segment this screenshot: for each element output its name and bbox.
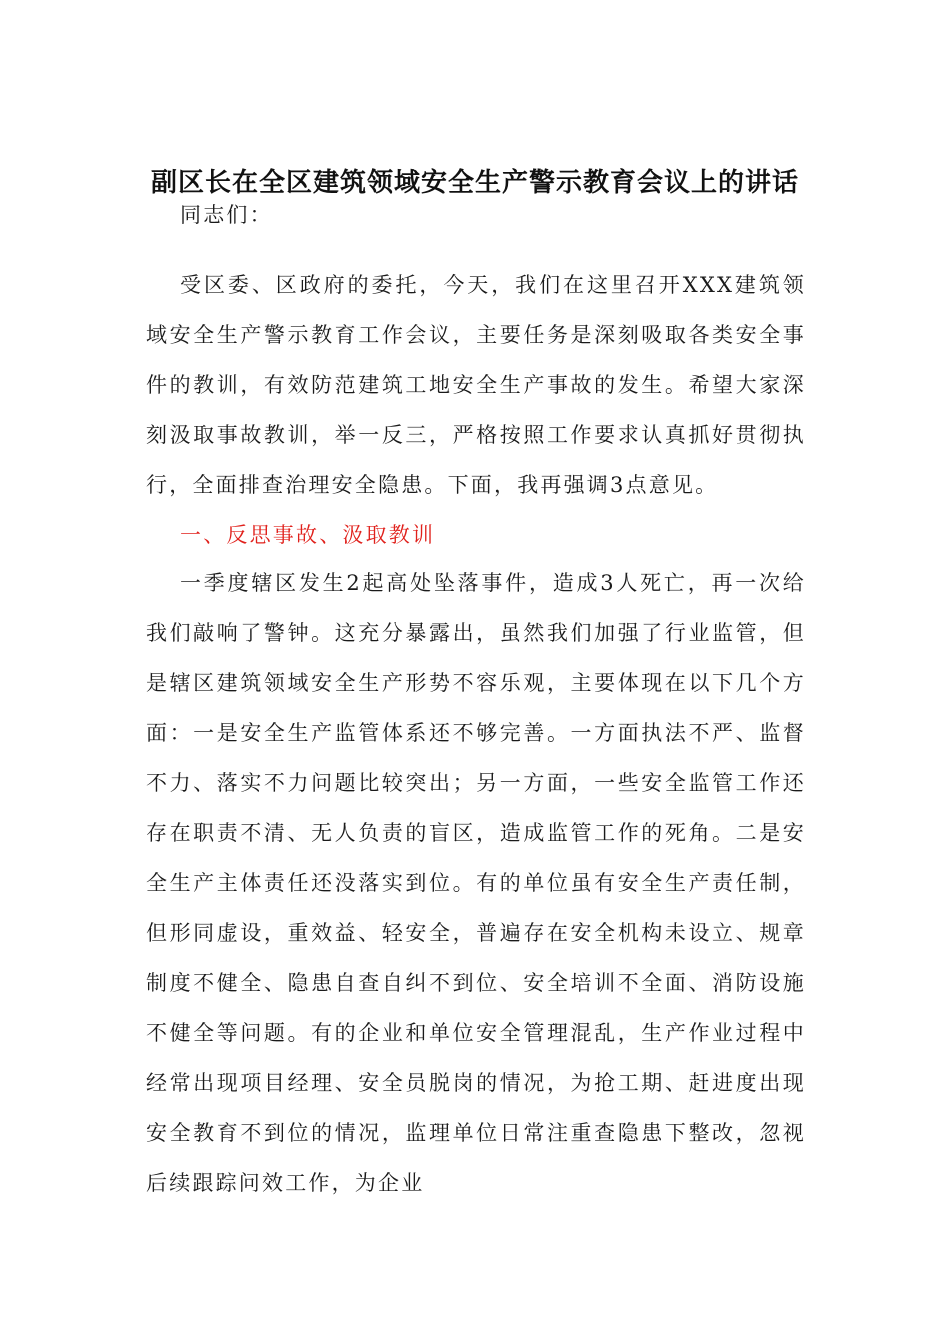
document-title: 副区长在全区建筑领域安全生产警示教育会议上的讲话	[150, 168, 799, 199]
section-heading-1: 一、反思事故、汲取教训	[180, 523, 436, 547]
paragraph-intro: 受区委、区政府的委托，今天，我们在这里召开XXX建筑领域安全生产警示教育工作会议，主要任务是深刻吸取各类安全事件的教训，有效防范建筑工地安全生产事故的发生。希望大家深刻汲取事故教训，举一反三，严格按照工作要求认真抓好贯彻执行，全面排查治理安全隐患。下面，我再强调3点意见。	[146, 273, 806, 497]
salutation: 同志们：	[180, 203, 273, 227]
paragraph-section-1: 一季度辖区发生2起高处坠落事件，造成3人死亡，再一次给我们敲响了警钟。这充分暴露出，虽然我们加强了行业监管，但是辖区建筑领域安全生产形势不容乐观，主要体现在以下几个方面：一是安全生产监管体系还不够完善。一方面执法不严、监督不力、落实不力问题比较突出；另一方面，一些安全监管工作还存在职责不清、无人负责的盲区，造成监管工作的死角。二是安全生产主体责任还没落实到位。有的单位虽有安全生产责任制，但形同虚设，重效益、轻安全，普遍存在安全机构未设立、规章制度不健全、隐患自查自纠不到位、安全培训不全面、消防设施不健全等问题。有的企业和单位安全管理混乱，生产作业过程中经常出现项目经理、安全员脱岗的情况，为抢工期、赶进度出现安全教育不到位的情况，监理单位日常注重查隐患下整改，忽视后续跟踪问效工作，为企业	[146, 571, 806, 1195]
